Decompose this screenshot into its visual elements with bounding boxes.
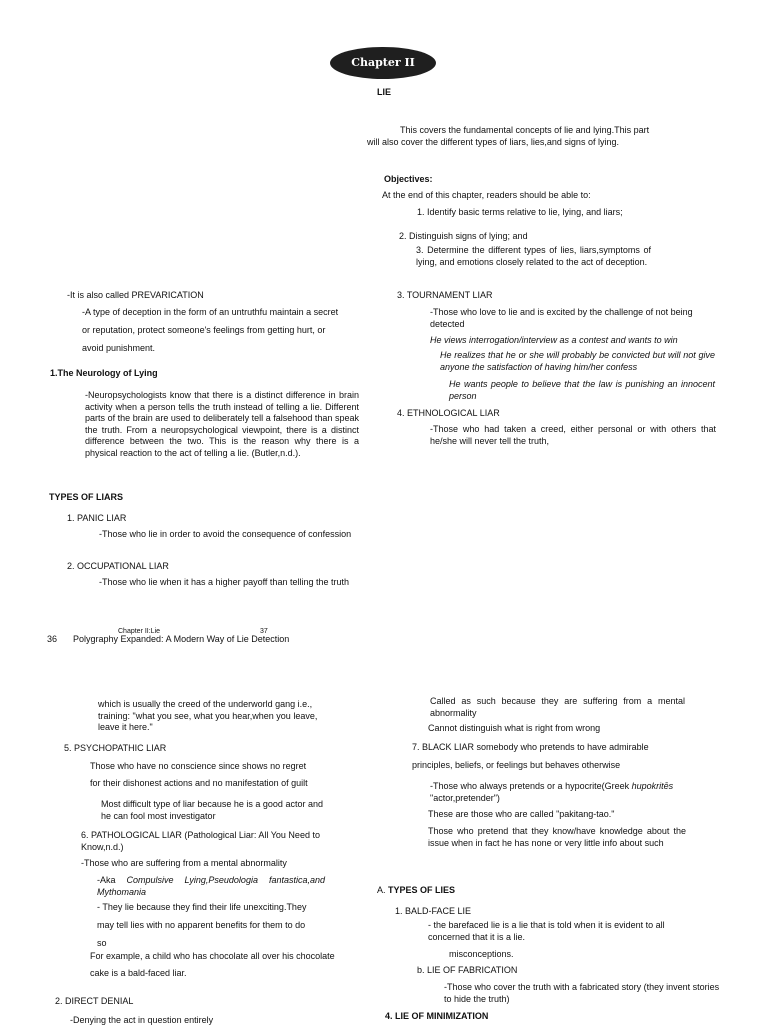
running-head: Chapter II:Lie	[118, 628, 161, 635]
pathological-liar-line-a: -Those who are suffering from a mental abnormality	[81, 858, 287, 868]
definition-line-b: or reputation, protect someone's feelings from getting hurt, or	[82, 325, 326, 335]
page-number-left: 36	[47, 634, 58, 644]
pathological-liar-line-g: cake is a bald-faced liar.	[90, 968, 187, 978]
types-of-lies-prefix: A.	[377, 885, 389, 895]
pathological-liar-line-e: so	[97, 938, 107, 948]
pathological-aka-prefix: -Aka	[97, 875, 127, 885]
objective-item-3: 3. Determine the different types of lies, liars,symptoms of lying, and emotions closely related to the act of deception.	[416, 245, 651, 267]
objective-item-1: 1. Identify basic terms relative to lie, lying, and liars;	[417, 207, 623, 217]
panic-liar-text: -Those who lie in order to avoid the consequence of confession	[99, 529, 352, 539]
types-of-lies-title: TYPES OF LIES	[388, 885, 456, 895]
bald-face-lie-text: - the barefaced lie is a lie that is told when it is evident to all concerned that it is a lie.	[428, 920, 665, 942]
black-liar-line-c	[430, 781, 685, 804]
direct-denial-text: -Denying the act in question entirely	[70, 1015, 214, 1025]
hypocrite-greek: hupokritēs	[631, 781, 674, 791]
panic-liar-title: 1. PANIC LIAR	[67, 513, 127, 523]
psychopathic-liar-line-b: for their dishonest actions and no manifestation of guilt	[90, 778, 308, 788]
pathological-liar-line-d: may tell lies with no apparent benefits for them to do	[97, 920, 306, 930]
minimization-lie-title: 4. LIE OF MINIMIZATION	[385, 1011, 489, 1021]
objectives-heading: Objectives:	[384, 174, 433, 184]
pathological-aka-terms: Compulsive Lying,Pseudologia fantastica,and Mythomania	[97, 875, 326, 897]
occupational-liar-text: -Those who lie when it has a higher payoff than telling the truth	[99, 577, 349, 587]
tournament-liar-title: 3. TOURNAMENT LIAR	[397, 290, 493, 300]
direct-denial-title: 2. DIRECT DENIAL	[55, 996, 134, 1006]
neurology-heading: 1.The Neurology of Lying	[50, 368, 158, 378]
ethnological-liar-title: 4. ETHNOLOGICAL LIAR	[397, 408, 500, 418]
definition-line-a: -A type of deception in the form of an untruthfu maintain a secret	[82, 307, 339, 317]
creed-text: which is usually the creed of the underworld gang i.e., training: "what you see, what you hear,when you leave, leave it here."	[98, 699, 318, 732]
hypocrite-prefix: -Those who always pretends or a hypocrite(Greek	[430, 781, 632, 791]
psychopathic-liar-line-c: Most difficult type of liar because he is a good actor and he can fool most investigator	[101, 799, 323, 821]
occupational-liar-title: 2. OCCUPATIONAL LIAR	[67, 561, 169, 571]
objective-item-2: 2. Distinguish signs of lying; and	[399, 231, 528, 241]
intro-line-2: will also cover the different types of liars, lies,and signs of lying.	[367, 137, 619, 147]
tournament-liar-text: -Those who love to lie and is excited by the challenge of not being detected	[430, 307, 693, 329]
abnormality-line-a: Called as such because they are suffering from a mental abnormality	[430, 696, 685, 718]
neurology-paragraph: -Neuropsychologists know that there is a distinct difference in brain activity when a person tells the truth instead of telling a lie. Different parts of the brain are used to deliberately tell a falsehood than speak the truth. From a neuropsychological viewpoint, there is a distinct difference between the two. This is the reason why there is a physical reaction to the act of telling a lie. (Butler,n.d.).	[85, 390, 359, 458]
ethnological-liar-text: -Those who had taken a creed, either personal or with others that he/she will never tell the truth,	[430, 424, 716, 446]
pathological-liar-line-b	[97, 875, 325, 898]
chapter-badge	[330, 47, 436, 79]
types-of-liars-heading: TYPES OF LIARS	[49, 492, 124, 502]
tournament-liar-point-2: He realizes that he or she will probably be convicted but will not give anyone the satisfaction of having him/her confess	[440, 350, 715, 372]
hypocrite-suffix: "actor,pretender")	[430, 792, 500, 803]
bald-face-lie-title: 1. BALD-FACE LIE	[395, 906, 472, 916]
psychopathic-liar-title: 5. PSYCHOPATHIC LIAR	[64, 743, 167, 753]
objectives-lead: At the end of this chapter, readers should be able to:	[382, 190, 591, 200]
types-of-lies-heading	[377, 885, 455, 897]
tournament-liar-point-1: He views interrogation/interview as a contest and wants to win	[430, 335, 678, 345]
chapter-label: Chapter II	[351, 56, 415, 70]
pathological-liar-title: 6. PATHOLOGICAL LIAR (Pathological Liar: All You Need to Know,n.d.)	[81, 830, 320, 852]
abnormality-line-b: Cannot distinguish what is right from wrong	[428, 723, 601, 733]
page-number-right: 37	[260, 628, 268, 635]
black-liar-line-b: principles, beliefs, or feelings but behaves otherwise	[412, 760, 621, 770]
misconceptions-text: misconceptions.	[449, 949, 514, 959]
definition-line-c: avoid punishment.	[82, 343, 156, 353]
tournament-liar-point-3: He wants people to believe that the law is punishing an innocent person	[449, 379, 715, 401]
psychopathic-liar-line-a: Those who have no conscience since shows no regret	[90, 761, 307, 771]
black-liar-line-e: Those who pretend that they know/have knowledge about the issue when in fact he has none or very little info about such	[428, 826, 686, 848]
book-title: Polygraphy Expanded: A Modern Way of Lie Detection	[73, 634, 290, 644]
pathological-liar-line-f: For example, a child who has chocolate all over his chocolate	[90, 951, 335, 961]
prevarication-line: -It is also called PREVARICATION	[67, 290, 204, 300]
pathological-liar-line-c: - They lie because they find their life unexciting.They	[97, 902, 307, 912]
chapter-topic: LIE	[377, 87, 392, 97]
fabrication-lie-title: b. LIE OF FABRICATION	[417, 965, 518, 975]
black-liar-line-d: These are those who are called "pakitang-tao."	[428, 809, 615, 819]
black-liar-line-a: 7. BLACK LIAR somebody who pretends to have admirable	[412, 742, 649, 752]
fabrication-lie-text: -Those who cover the truth with a fabricated story (they invent stories to hide the truth)	[444, 982, 720, 1004]
intro-line-1: This covers the fundamental concepts of lie and lying.This part	[400, 125, 650, 135]
